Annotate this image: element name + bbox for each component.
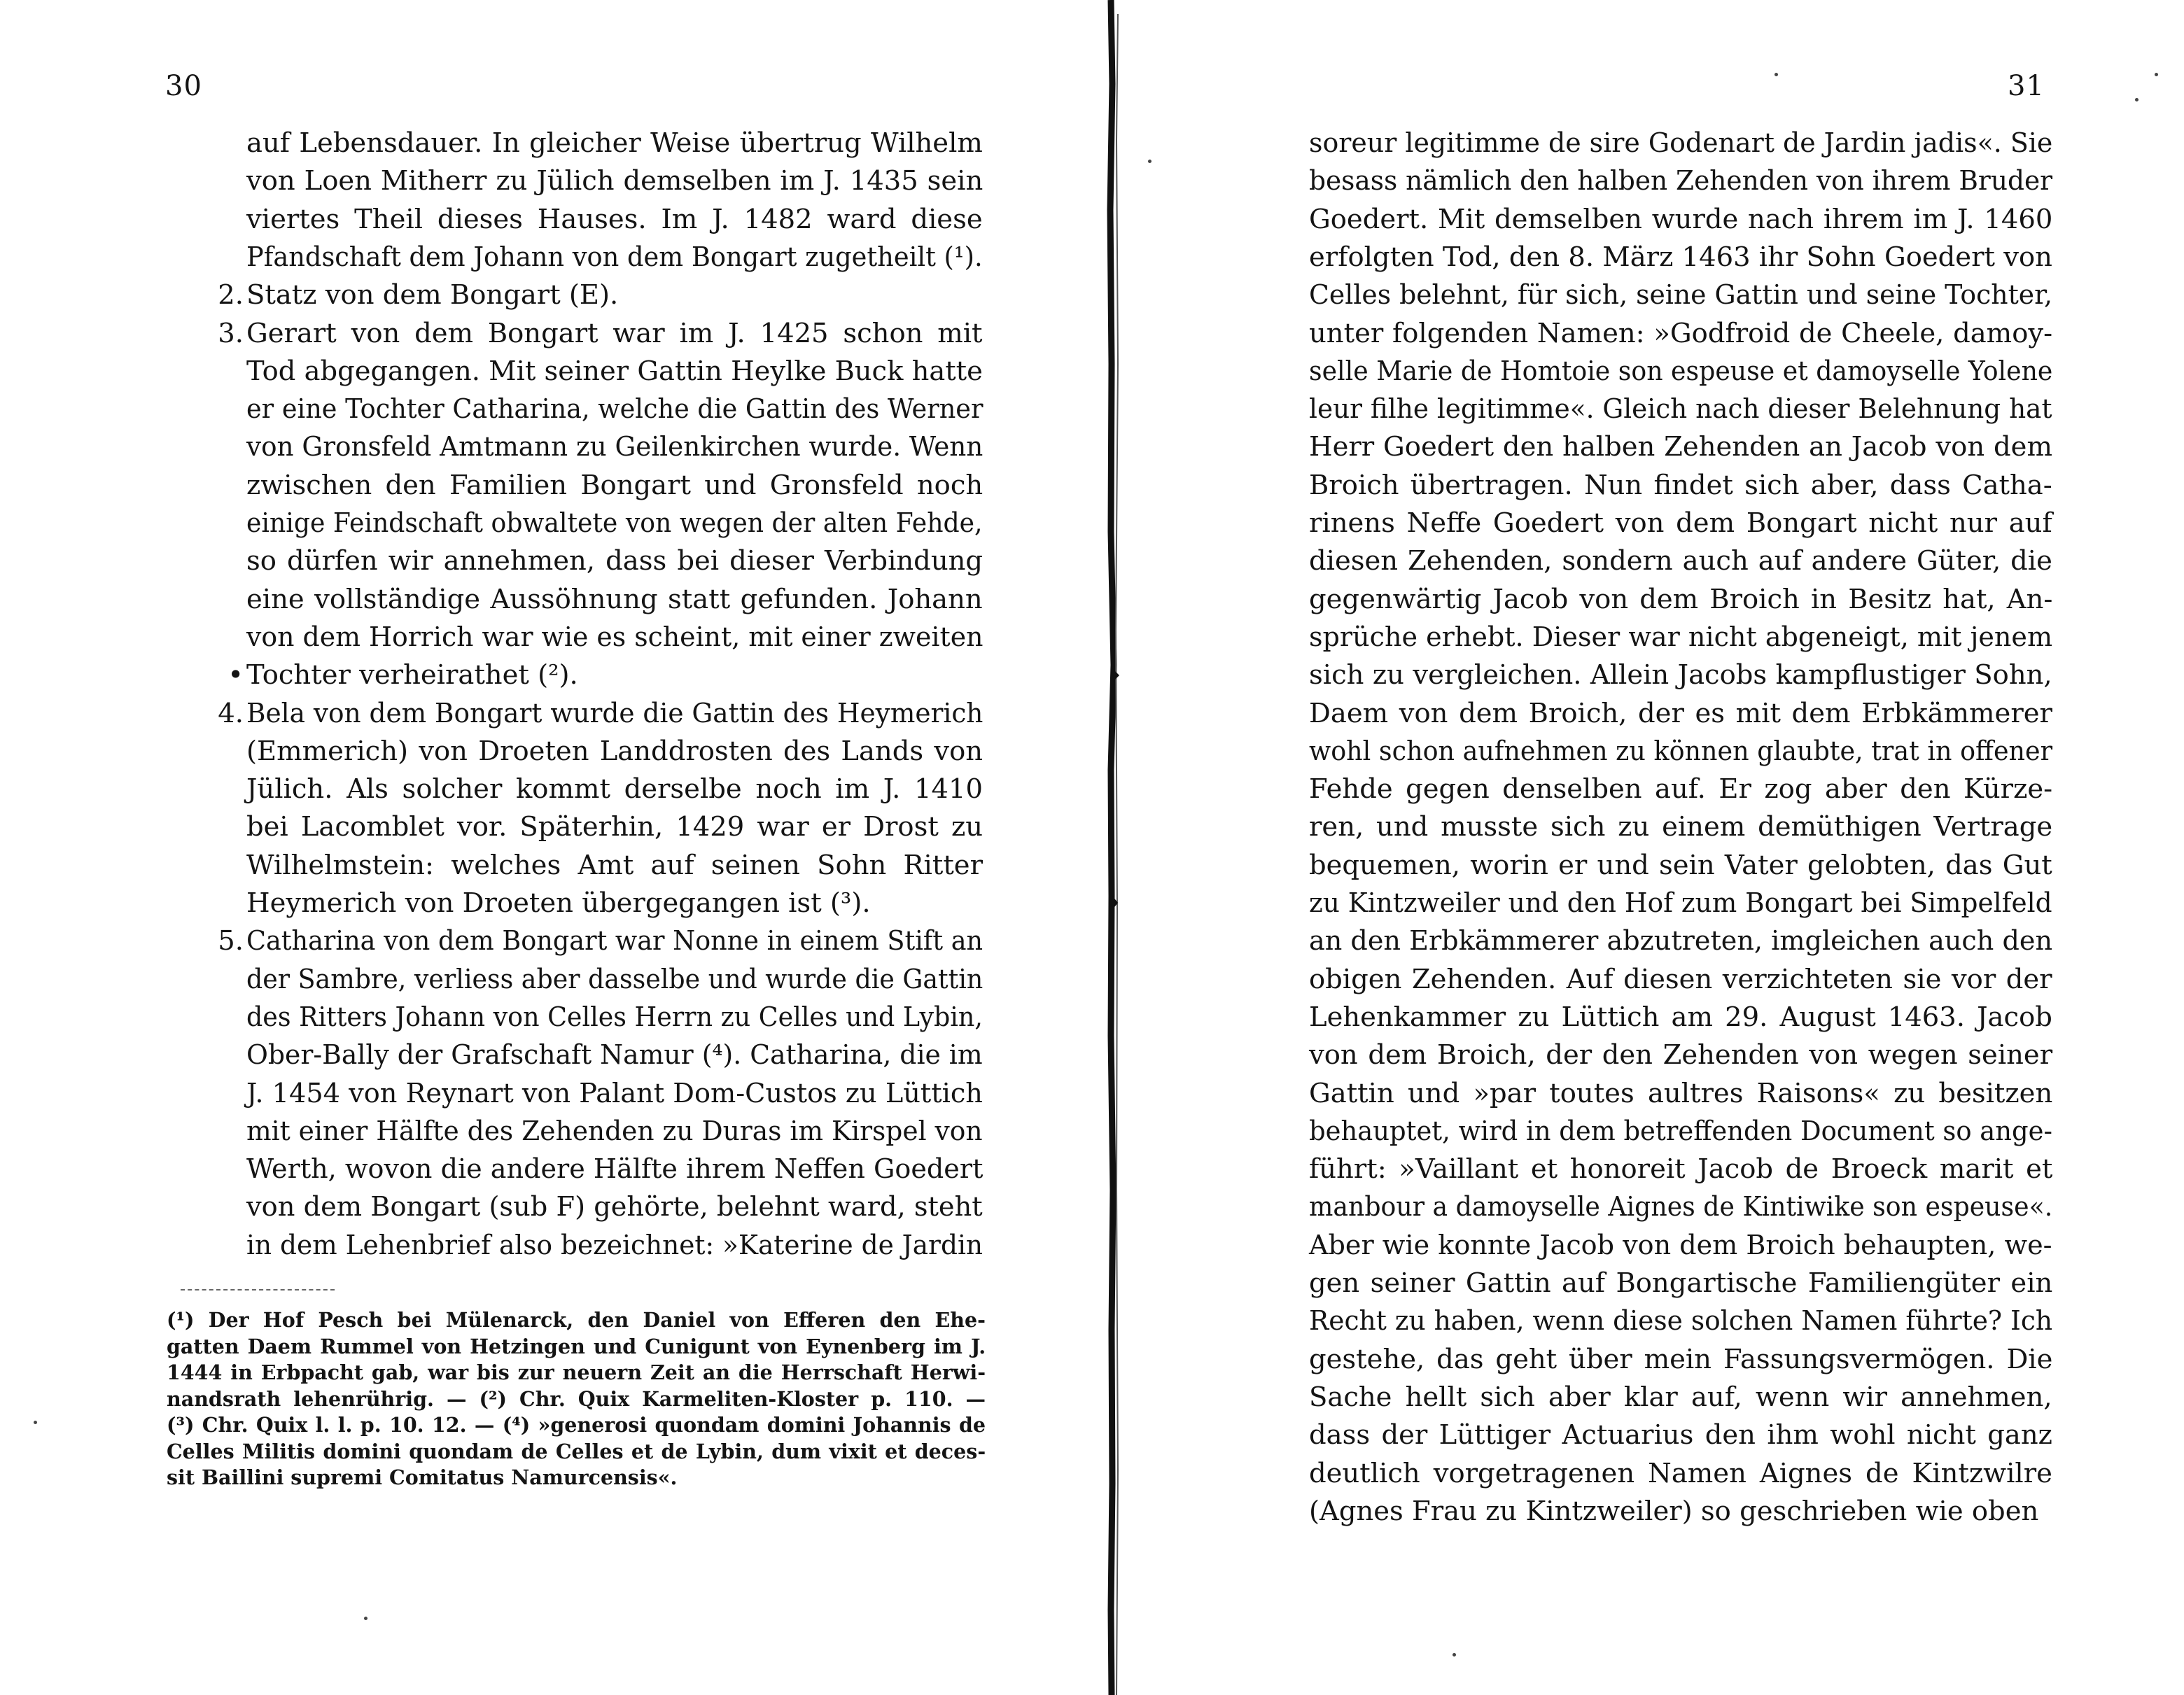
right-text-line: zu Kintzweiler und den Hof zum Bongart bei Simpelfeld xyxy=(1309,887,2052,919)
left-text-line: Bela von dem Bongart wurde die Gattin des Heymerich xyxy=(246,697,983,729)
right-text-line: deutlich vorgetragenen Namen Aignes de Kintzwilre xyxy=(1309,1457,2052,1489)
left-text-line: Catharina von dem Bongart war Nonne in einem Stift an xyxy=(246,925,983,957)
left-text-line: (Emmerich) von Droeten Landdrosten des Lands von xyxy=(246,735,983,767)
footnote-line: Celles Militis domini quondam de Celles et de Lybin, dum vixit et deces- xyxy=(167,1439,986,1463)
right-text-line: soreur legitimme de sire Godenart de Jardin jadis«. Sie xyxy=(1309,127,2053,159)
left-text-line: bei Lacomblet vor. Späterhin, 1429 war er Drost zu xyxy=(246,811,983,843)
left-page-body xyxy=(246,125,983,1272)
left-text-line: Wilhelmstein: welches Amt auf seinen Sohn Ritter xyxy=(246,849,983,881)
left-item-numbers xyxy=(202,125,244,1272)
left-text-line: in dem Lehenbrief also bezeichnet: »Katerine de Jardin xyxy=(246,1229,983,1261)
footnote-line: gatten Daem Rummel von Hetzingen und Cunigunt von Eynenberg im J. xyxy=(167,1334,986,1358)
right-text-line: Goedert. Mit demselben wurde nach ihrem im J. 1460 xyxy=(1309,203,2053,235)
right-text-line: Lehenkammer zu Lüttich am 29. August 1463. Jacob xyxy=(1309,1001,2052,1033)
right-text-line: Aber wie konnte Jacob von dem Broich behaupten, we- xyxy=(1309,1229,2052,1261)
right-text-line: gegenwärtig Jacob von dem Broich in Besitz hat, An- xyxy=(1309,583,2053,615)
left-text-line: eine vollständige Aussöhnung statt gefunden. Johann xyxy=(246,583,983,615)
right-text-line: Gattin und »par toutes aultres Raisons« zu besitzen xyxy=(1309,1077,2053,1109)
right-text-line: von dem Broich, der den Zehenden von wegen seiner xyxy=(1309,1039,2053,1071)
left-text-line: er eine Tochter Catharina, welche die Gattin des Werner xyxy=(246,393,983,425)
right-text-line: Sache hellt sich aber klar auf, wenn wir annehmen, xyxy=(1309,1381,2052,1413)
footnote-line: (³) Chr. Quix l. l. p. 10. 12. — (⁴) »generosi quondam domini Johannis de xyxy=(167,1413,986,1437)
speck xyxy=(1452,1653,1456,1657)
right-text-line: gen seiner Gattin auf Bongartische Familiengüter ein xyxy=(1309,1267,2053,1299)
left-text-line: J. 1454 von Reynart von Palant Dom-Custos zu Lüttich xyxy=(246,1077,983,1109)
right-text-line: Fehde gegen denselben auf. Er zog aber den Kürze- xyxy=(1309,773,2053,806)
right-text-line: erfolgten Tod, den 8. März 1463 ihr Sohn Goedert von xyxy=(1309,241,2052,273)
right-text-line: dass der Lüttiger Actuarius den ihm wohl nicht ganz xyxy=(1309,1419,2052,1451)
speck xyxy=(34,1421,37,1424)
left-text-line: des Ritters Johann von Celles Herrn zu Celles und Lybin, xyxy=(246,1001,983,1033)
page-number-left: 30 xyxy=(165,70,202,102)
left-text-line: Heymerich von Droeten übergegangen ist (³). xyxy=(246,887,871,919)
left-text-line: der Sambre, verliess aber dasselbe und wurde die Gattin xyxy=(246,963,983,995)
left-text-line: einige Feindschaft obwaltete von wegen der alten Fehde, xyxy=(246,507,983,539)
speck xyxy=(1774,73,1778,76)
left-text-line: Tod abgegangen. Mit seiner Gattin Heylke Buck hatte xyxy=(246,355,983,387)
book-gutter xyxy=(1102,0,1124,1695)
left-text-line: Pfandschaft dem Johann von dem Bongart zugetheilt (¹). xyxy=(246,241,983,273)
left-text-line: Ober-Bally der Grafschaft Namur (⁴). Catharina, die im xyxy=(246,1039,983,1071)
right-text-line: sich zu vergleichen. Allein Jacobs kampflustiger Sohn, xyxy=(1309,659,2052,691)
item-number: 5. xyxy=(218,925,244,957)
left-text-line: auf Lebensdauer. In gleicher Weise übertrug Wilhelm xyxy=(246,127,983,159)
left-text-line: von dem Horrich war wie es scheint, mit einer zweiten xyxy=(246,621,983,653)
left-footnotes xyxy=(167,1307,986,1538)
item-number: 3. xyxy=(218,317,244,349)
right-text-line: an den Erbkämmerer abzutreten, imgleichen auch den xyxy=(1309,925,2053,957)
right-page-body xyxy=(1309,125,2052,1552)
right-text-line: manbour a damoyselle Aignes de Kintiwike son espeuse«. xyxy=(1309,1191,2053,1223)
left-text-line: so dürfen wir annehmen, dass bei dieser Verbindung xyxy=(246,545,983,577)
right-text-line: selle Marie de Homtoie son espeuse et damoyselle Yolene xyxy=(1309,355,2053,387)
right-text-line: leur filhe legitimme«. Gleich nach dieser Belehnung hat xyxy=(1309,393,2052,425)
left-text-line: von Loen Mitherr zu Jülich demselben im J. 1435 sein xyxy=(246,165,983,197)
item-number: • xyxy=(227,659,244,691)
right-text-line: Daem von dem Broich, der es mit dem Erbkämmerer xyxy=(1309,697,2052,729)
left-text-line: Jülich. Als solcher kommt derselbe noch im J. 1410 xyxy=(246,773,983,806)
right-text-line: diesen Zehenden, sondern auch auf andere Güter, die xyxy=(1309,545,2052,577)
footnote-line: nandsrath lehenrührig. — (²) Chr. Quix Karmeliten-Kloster p. 110. — xyxy=(167,1386,986,1411)
left-text-line: viertes Theil dieses Hauses. Im J. 1482 ward diese xyxy=(246,203,983,235)
right-text-line: unter folgenden Namen: »Godfroid de Cheele, damoy- xyxy=(1309,317,2053,349)
left-text-line: von dem Bongart (sub F) gehörte, belehnt ward, steht xyxy=(246,1191,983,1223)
footnote-line: 1444 in Erbpacht gab, war bis zur neuern Zeit an die Herrschaft Herwi- xyxy=(167,1360,986,1384)
page-number-right: 31 xyxy=(2008,70,2045,102)
left-text-line: von Gronsfeld Amtmann zu Geilenkirchen wurde. Wenn xyxy=(246,431,983,463)
left-text-line: Tochter verheirathet (²). xyxy=(246,659,578,691)
right-text-line: Broich übertragen. Nun findet sich aber, dass Catha- xyxy=(1309,469,2052,501)
right-text-line: obigen Zehenden. Auf diesen verzichteten sie vor der xyxy=(1309,963,2052,995)
right-text-line: rinens Neffe Goedert von dem Bongart nicht nur auf xyxy=(1309,507,2052,539)
right-text-line: sprüche erhebt. Dieser war nicht abgeneigt, mit jenem xyxy=(1309,621,2053,653)
right-text-line: Herr Goedert den halben Zehenden an Jacob von dem xyxy=(1309,431,2052,463)
left-text-line: Werth, wovon die andere Hälfte ihrem Neffen Goedert xyxy=(246,1153,983,1186)
left-text-line: mit einer Hälfte des Zehenden zu Duras im Kirspel von xyxy=(246,1115,983,1147)
left-text-line: zwischen den Familien Bongart und Gronsfeld noch xyxy=(246,469,983,501)
right-text-line: gestehe, das geht über mein Fassungsvermögen. Die xyxy=(1309,1343,2053,1375)
right-text-line: besass nämlich den halben Zehenden von ihrem Bruder xyxy=(1309,165,2053,197)
item-number: 4. xyxy=(218,697,244,729)
footnote-line: (¹) Der Hof Pesch bei Mülenarck, den Daniel von Efferen den Ehe- xyxy=(167,1308,986,1332)
speck xyxy=(2155,73,2158,76)
speck xyxy=(364,1617,368,1620)
right-text-line: Recht zu haben, wenn diese solchen Namen führte? Ich xyxy=(1309,1305,2053,1337)
right-text-line: bequemen, worin er und sein Vater gelobten, das Gut xyxy=(1309,849,2052,881)
footnote-line: sit Baillini supremi Comitatus Namurcensis«. xyxy=(167,1465,678,1489)
right-text-line: ren, und musste sich zu einem demüthigen Vertrage xyxy=(1309,811,2053,843)
left-text-line: Gerart von dem Bongart war im J. 1425 schon mit xyxy=(246,317,983,349)
right-text-line: behauptet, wird in dem betreffenden Document so ange- xyxy=(1309,1115,2052,1147)
right-text-line: (Agnes Frau zu Kintzweiler) so geschrieben wie oben xyxy=(1309,1495,2039,1527)
speck xyxy=(2135,98,2138,101)
item-number: 2. xyxy=(218,279,244,311)
right-text-line: wohl schon aufnehmen zu können glaubte, trat in offener xyxy=(1309,735,2053,767)
left-text-line: Statz von dem Bongart (E). xyxy=(246,279,619,311)
right-text-line: führt: »Vaillant et honoreit Jacob de Broeck marit et xyxy=(1309,1153,2053,1186)
right-text-line: Celles belehnt, für sich, seine Gattin und seine Tochter, xyxy=(1309,279,2053,311)
footnote-rule xyxy=(181,1289,335,1290)
speck xyxy=(1148,160,1152,163)
